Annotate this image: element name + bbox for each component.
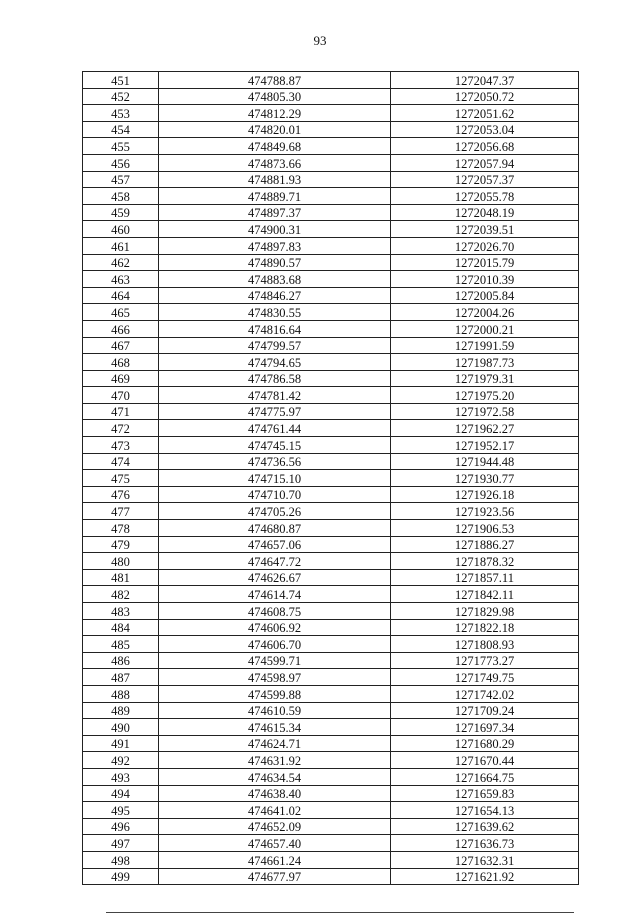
table-row <box>83 586 579 603</box>
y-coordinate-cell: 1271632.31 <box>391 851 579 868</box>
point-number-cell: 464 <box>83 287 159 304</box>
point-number-cell: 467 <box>83 337 159 354</box>
point-number-cell: 451 <box>83 72 159 89</box>
table-row <box>83 437 579 454</box>
point-number-cell: 482 <box>83 586 159 603</box>
x-coordinate-cell: 474624.71 <box>159 735 391 752</box>
table-row <box>83 536 579 553</box>
y-coordinate-cell: 1271842.11 <box>391 586 579 603</box>
x-coordinate-cell: 474816.64 <box>159 320 391 337</box>
coordinate-table-body <box>83 72 579 885</box>
x-coordinate-cell: 474881.93 <box>159 171 391 188</box>
point-number-cell: 455 <box>83 138 159 155</box>
x-coordinate-cell: 474606.92 <box>159 619 391 636</box>
table-row <box>83 221 579 238</box>
table-row <box>83 72 579 89</box>
table-row <box>83 503 579 520</box>
table-row <box>83 719 579 736</box>
table-row <box>83 851 579 868</box>
table-row <box>83 204 579 221</box>
x-coordinate-cell: 474610.59 <box>159 702 391 719</box>
x-coordinate-cell: 474680.87 <box>159 520 391 537</box>
table-row <box>83 403 579 420</box>
x-coordinate-cell: 474883.68 <box>159 271 391 288</box>
point-number-cell: 498 <box>83 851 159 868</box>
table-row <box>83 337 579 354</box>
y-coordinate-cell: 1271987.73 <box>391 354 579 371</box>
y-coordinate-cell: 1271972.58 <box>391 403 579 420</box>
point-number-cell: 493 <box>83 768 159 785</box>
table-row <box>83 370 579 387</box>
y-coordinate-cell: 1271697.34 <box>391 719 579 736</box>
x-coordinate-cell: 474799.57 <box>159 337 391 354</box>
x-coordinate-cell: 474849.68 <box>159 138 391 155</box>
y-coordinate-cell: 1271975.20 <box>391 387 579 404</box>
x-coordinate-cell: 474820.01 <box>159 121 391 138</box>
table-row <box>83 154 579 171</box>
point-number-cell: 497 <box>83 835 159 852</box>
table-row <box>83 685 579 702</box>
point-number-cell: 480 <box>83 553 159 570</box>
point-number-cell: 499 <box>83 868 159 885</box>
y-coordinate-cell: 1271680.29 <box>391 735 579 752</box>
point-number-cell: 484 <box>83 619 159 636</box>
y-coordinate-cell: 1271709.24 <box>391 702 579 719</box>
y-coordinate-cell: 1271991.59 <box>391 337 579 354</box>
table-row <box>83 752 579 769</box>
point-number-cell: 483 <box>83 603 159 620</box>
y-coordinate-cell: 1271639.62 <box>391 818 579 835</box>
point-number-cell: 456 <box>83 154 159 171</box>
table-row <box>83 802 579 819</box>
x-coordinate-cell: 474830.55 <box>159 304 391 321</box>
y-coordinate-cell: 1272050.72 <box>391 88 579 105</box>
point-number-cell: 458 <box>83 188 159 205</box>
y-coordinate-cell: 1271886.27 <box>391 536 579 553</box>
point-number-cell: 490 <box>83 719 159 736</box>
point-number-cell: 478 <box>83 520 159 537</box>
y-coordinate-cell: 1272051.62 <box>391 105 579 122</box>
table-row <box>83 121 579 138</box>
y-coordinate-cell: 1272055.78 <box>391 188 579 205</box>
y-coordinate-cell: 1271829.98 <box>391 603 579 620</box>
point-number-cell: 479 <box>83 536 159 553</box>
y-coordinate-cell: 1271930.77 <box>391 470 579 487</box>
x-coordinate-cell: 474661.24 <box>159 851 391 868</box>
y-coordinate-cell: 1271808.93 <box>391 636 579 653</box>
y-coordinate-cell: 1271636.73 <box>391 835 579 852</box>
point-number-cell: 488 <box>83 685 159 702</box>
y-coordinate-cell: 1272004.26 <box>391 304 579 321</box>
table-row <box>83 171 579 188</box>
bottom-rule <box>106 912 574 913</box>
point-number-cell: 476 <box>83 486 159 503</box>
x-coordinate-cell: 474705.26 <box>159 503 391 520</box>
x-coordinate-cell: 474897.83 <box>159 237 391 254</box>
table-row <box>83 486 579 503</box>
table-row <box>83 702 579 719</box>
table-row <box>83 304 579 321</box>
point-number-cell: 489 <box>83 702 159 719</box>
table-row <box>83 271 579 288</box>
point-number-cell: 454 <box>83 121 159 138</box>
point-number-cell: 477 <box>83 503 159 520</box>
y-coordinate-cell: 1271621.92 <box>391 868 579 885</box>
x-coordinate-cell: 474889.71 <box>159 188 391 205</box>
x-coordinate-cell: 474715.10 <box>159 470 391 487</box>
point-number-cell: 473 <box>83 437 159 454</box>
point-number-cell: 461 <box>83 237 159 254</box>
table-row <box>83 636 579 653</box>
point-number-cell: 491 <box>83 735 159 752</box>
y-coordinate-cell: 1271670.44 <box>391 752 579 769</box>
point-number-cell: 487 <box>83 669 159 686</box>
point-number-cell: 468 <box>83 354 159 371</box>
table-row <box>83 818 579 835</box>
table-row <box>83 520 579 537</box>
table-row <box>83 619 579 636</box>
point-number-cell: 471 <box>83 403 159 420</box>
point-number-cell: 463 <box>83 271 159 288</box>
y-coordinate-cell: 1272057.94 <box>391 154 579 171</box>
point-number-cell: 462 <box>83 254 159 271</box>
y-coordinate-cell: 1272056.68 <box>391 138 579 155</box>
point-number-cell: 466 <box>83 320 159 337</box>
y-coordinate-cell: 1271749.75 <box>391 669 579 686</box>
point-number-cell: 481 <box>83 569 159 586</box>
y-coordinate-cell: 1272015.79 <box>391 254 579 271</box>
x-coordinate-cell: 474890.57 <box>159 254 391 271</box>
point-number-cell: 474 <box>83 453 159 470</box>
table-row <box>83 138 579 155</box>
coordinate-table <box>82 71 579 885</box>
table-row <box>83 237 579 254</box>
x-coordinate-cell: 474897.37 <box>159 204 391 221</box>
y-coordinate-cell: 1271878.32 <box>391 553 579 570</box>
x-coordinate-cell: 474745.15 <box>159 437 391 454</box>
y-coordinate-cell: 1271906.53 <box>391 520 579 537</box>
x-coordinate-cell: 474615.34 <box>159 719 391 736</box>
point-number-cell: 460 <box>83 221 159 238</box>
table-row <box>83 553 579 570</box>
x-coordinate-cell: 474805.30 <box>159 88 391 105</box>
point-number-cell: 459 <box>83 204 159 221</box>
x-coordinate-cell: 474846.27 <box>159 287 391 304</box>
table-row <box>83 88 579 105</box>
point-number-cell: 470 <box>83 387 159 404</box>
y-coordinate-cell: 1272053.04 <box>391 121 579 138</box>
page-number: 93 <box>313 33 327 48</box>
table-row <box>83 287 579 304</box>
y-coordinate-cell: 1272026.70 <box>391 237 579 254</box>
x-coordinate-cell: 474606.70 <box>159 636 391 653</box>
y-coordinate-cell: 1272048.19 <box>391 204 579 221</box>
point-number-cell: 492 <box>83 752 159 769</box>
y-coordinate-cell: 1271962.27 <box>391 420 579 437</box>
x-coordinate-cell: 474873.66 <box>159 154 391 171</box>
x-coordinate-cell: 474761.44 <box>159 420 391 437</box>
x-coordinate-cell: 474775.97 <box>159 403 391 420</box>
table-row <box>83 868 579 885</box>
y-coordinate-cell: 1271822.18 <box>391 619 579 636</box>
point-number-cell: 494 <box>83 785 159 802</box>
table-row <box>83 768 579 785</box>
y-coordinate-cell: 1271659.83 <box>391 785 579 802</box>
y-coordinate-cell: 1272057.37 <box>391 171 579 188</box>
table-row <box>83 387 579 404</box>
y-coordinate-cell: 1271952.17 <box>391 437 579 454</box>
x-coordinate-cell: 474647.72 <box>159 553 391 570</box>
table-row <box>83 254 579 271</box>
x-coordinate-cell: 474598.97 <box>159 669 391 686</box>
y-coordinate-cell: 1271979.31 <box>391 370 579 387</box>
x-coordinate-cell: 474788.87 <box>159 72 391 89</box>
x-coordinate-cell: 474710.70 <box>159 486 391 503</box>
x-coordinate-cell: 474599.71 <box>159 652 391 669</box>
table-row <box>83 320 579 337</box>
x-coordinate-cell: 474652.09 <box>159 818 391 835</box>
y-coordinate-cell: 1272000.21 <box>391 320 579 337</box>
point-number-cell: 485 <box>83 636 159 653</box>
table-row <box>83 569 579 586</box>
x-coordinate-cell: 474634.54 <box>159 768 391 785</box>
x-coordinate-cell: 474638.40 <box>159 785 391 802</box>
point-number-cell: 472 <box>83 420 159 437</box>
point-number-cell: 465 <box>83 304 159 321</box>
point-number-cell: 469 <box>83 370 159 387</box>
x-coordinate-cell: 474657.06 <box>159 536 391 553</box>
x-coordinate-cell: 474794.65 <box>159 354 391 371</box>
x-coordinate-cell: 474614.74 <box>159 586 391 603</box>
table-row <box>83 652 579 669</box>
y-coordinate-cell: 1271742.02 <box>391 685 579 702</box>
table-row <box>83 453 579 470</box>
point-number-cell: 496 <box>83 818 159 835</box>
y-coordinate-cell: 1271926.18 <box>391 486 579 503</box>
table-row <box>83 105 579 122</box>
point-number-cell: 486 <box>83 652 159 669</box>
y-coordinate-cell: 1272005.84 <box>391 287 579 304</box>
table-row <box>83 188 579 205</box>
table-row <box>83 669 579 686</box>
x-coordinate-cell: 474631.92 <box>159 752 391 769</box>
x-coordinate-cell: 474657.40 <box>159 835 391 852</box>
y-coordinate-cell: 1272010.39 <box>391 271 579 288</box>
y-coordinate-cell: 1272039.51 <box>391 221 579 238</box>
x-coordinate-cell: 474786.58 <box>159 370 391 387</box>
x-coordinate-cell: 474736.56 <box>159 453 391 470</box>
x-coordinate-cell: 474641.02 <box>159 802 391 819</box>
table-row <box>83 835 579 852</box>
x-coordinate-cell: 474812.29 <box>159 105 391 122</box>
y-coordinate-cell: 1271857.11 <box>391 569 579 586</box>
table-row <box>83 785 579 802</box>
x-coordinate-cell: 474599.88 <box>159 685 391 702</box>
x-coordinate-cell: 474781.42 <box>159 387 391 404</box>
point-number-cell: 452 <box>83 88 159 105</box>
y-coordinate-cell: 1271923.56 <box>391 503 579 520</box>
x-coordinate-cell: 474626.67 <box>159 569 391 586</box>
point-number-cell: 495 <box>83 802 159 819</box>
point-number-cell: 457 <box>83 171 159 188</box>
x-coordinate-cell: 474677.97 <box>159 868 391 885</box>
table-row <box>83 470 579 487</box>
y-coordinate-cell: 1272047.37 <box>391 72 579 89</box>
y-coordinate-cell: 1271664.75 <box>391 768 579 785</box>
x-coordinate-cell: 474900.31 <box>159 221 391 238</box>
point-number-cell: 453 <box>83 105 159 122</box>
table-row <box>83 354 579 371</box>
table-row <box>83 603 579 620</box>
y-coordinate-cell: 1271944.48 <box>391 453 579 470</box>
table-row <box>83 420 579 437</box>
point-number-cell: 475 <box>83 470 159 487</box>
y-coordinate-cell: 1271773.27 <box>391 652 579 669</box>
x-coordinate-cell: 474608.75 <box>159 603 391 620</box>
table-row <box>83 735 579 752</box>
y-coordinate-cell: 1271654.13 <box>391 802 579 819</box>
